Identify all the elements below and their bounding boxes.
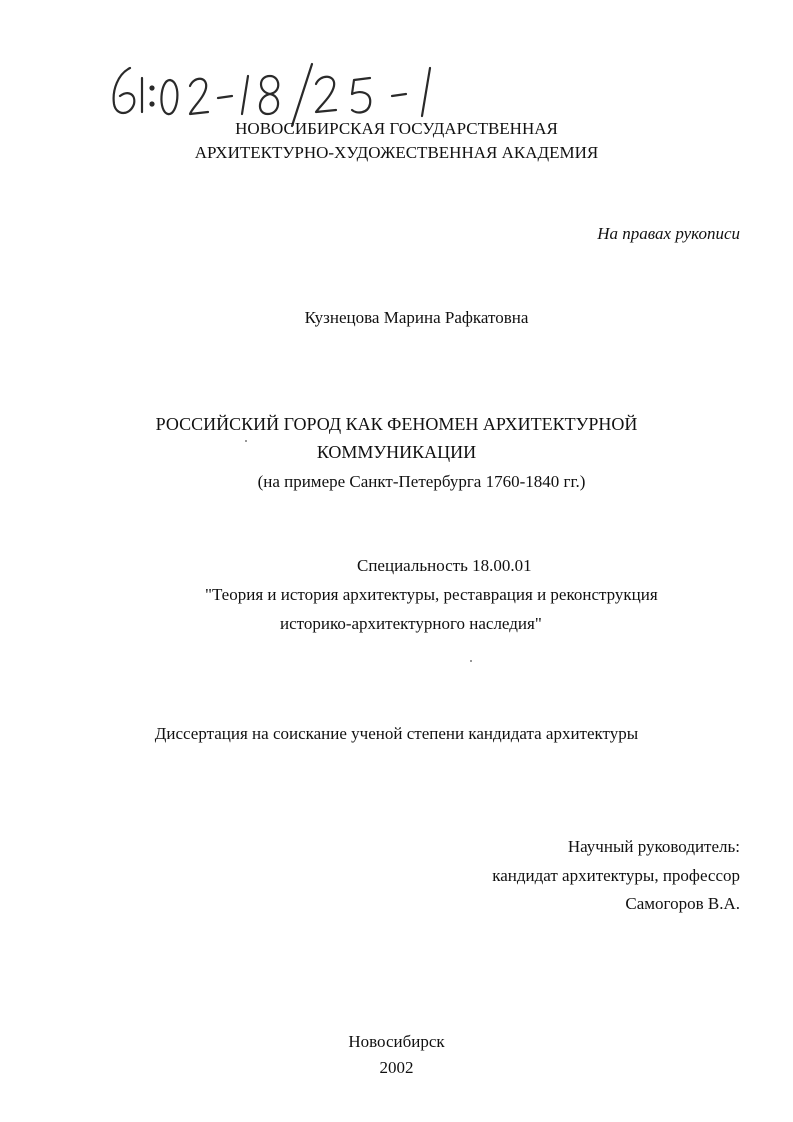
footer-city: Новосибирск xyxy=(348,1032,445,1051)
supervisor-heading: Научный руководитель: xyxy=(567,837,740,856)
scan-speck xyxy=(245,440,247,442)
supervisor-name: Самогоров В.А. xyxy=(625,894,740,913)
author-name: Кузнецова Марина Рафкатовна xyxy=(304,308,529,327)
specialty-name-line-1: "Теория и история архитектуры, реставрация и реконструкция xyxy=(205,585,658,604)
supervisor-degree: кандидат архитектуры, профессор xyxy=(492,866,740,885)
specialty-code: Специальность 18.00.01 xyxy=(357,556,532,575)
footer-year: 2002 xyxy=(379,1058,414,1077)
manuscript-note: На правах рукописи xyxy=(597,224,740,243)
institution-line-2: АРХИТЕКТУРНО-ХУДОЖЕСТВЕННАЯ АКАДЕМИЯ xyxy=(194,143,599,162)
institution-line-1: НОВОСИБИРСКАЯ ГОСУДАРСТВЕННАЯ xyxy=(235,119,558,138)
title-subtitle: (на примере Санкт-Петербурга 1760-1840 гг.) xyxy=(257,472,586,491)
specialty-name-line-2: историко-архитектурного наследия" xyxy=(280,614,542,633)
title-line-2: КОММУНИКАЦИИ xyxy=(316,442,477,462)
dissertation-statement: Диссертация на соискание ученой степени кандидата архитектуры xyxy=(154,724,639,743)
title-line-1: РОССИЙСКИЙ ГОРОД КАК ФЕНОМЕН АРХИТЕКТУРНОЙ xyxy=(155,414,638,434)
scan-speck xyxy=(470,660,472,662)
